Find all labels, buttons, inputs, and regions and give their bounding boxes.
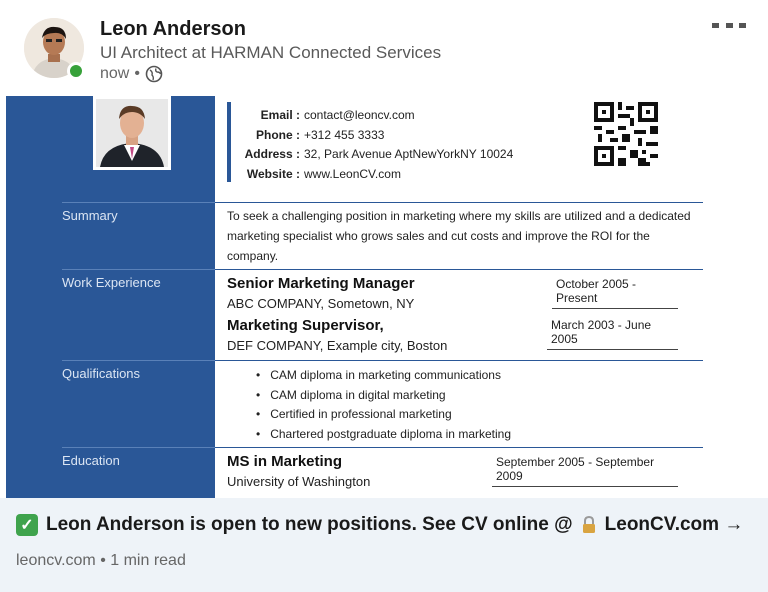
contact-accent-bar xyxy=(227,102,231,182)
section-divider xyxy=(215,202,703,203)
more-dot xyxy=(739,23,746,28)
qualification-item: • Chartered postgraduate diploma in marketing xyxy=(256,425,511,445)
contact-row-website xyxy=(232,165,513,185)
section-label-qualifications: Qualifications xyxy=(62,366,141,381)
job-title: Marketing Supervisor, xyxy=(227,317,384,334)
sidebar-divider xyxy=(62,360,215,361)
cv-photo xyxy=(93,96,171,170)
qualification-item: • CAM diploma in digital marketing xyxy=(256,386,511,406)
globe-icon xyxy=(145,65,163,83)
more-dot xyxy=(712,23,719,28)
section-label-work: Work Experience xyxy=(62,275,161,290)
qr-code-icon xyxy=(594,102,658,166)
link-site-label: LeonCV.com → xyxy=(604,514,744,535)
job-dates: October 2005 - Present xyxy=(552,277,678,309)
qualifications-list xyxy=(256,366,511,444)
post-meta xyxy=(100,65,163,83)
contact-row-email xyxy=(232,106,513,126)
contact-value: 32, Park Avenue AptNewYorkNY 10024 xyxy=(304,147,514,161)
sidebar-divider xyxy=(62,269,215,270)
cv-image[interactable] xyxy=(6,96,762,498)
sidebar-divider xyxy=(62,202,215,203)
author-name[interactable]: Leon Anderson xyxy=(100,18,246,40)
job-dates: March 2003 - June 2005 xyxy=(547,318,678,350)
lock-icon xyxy=(581,516,597,534)
link-meta xyxy=(16,552,186,570)
section-label-education: Education xyxy=(62,453,120,468)
more-options-button[interactable] xyxy=(712,16,746,34)
contact-label: Website : xyxy=(246,166,300,181)
link-title[interactable] xyxy=(16,514,743,536)
contact-row-address xyxy=(232,145,513,165)
meta-separator: • xyxy=(100,552,106,569)
contact-label: Phone : xyxy=(256,127,300,142)
contact-label: Email : xyxy=(260,108,300,122)
check-mark-icon: ✓ xyxy=(16,514,38,536)
contact-value: +312 455 3333 xyxy=(304,127,385,142)
image-fade xyxy=(215,490,762,498)
meta-separator: • xyxy=(134,65,140,82)
job-org: DEF COMPANY, Example city, Boston xyxy=(227,338,448,353)
degree-dates: September 2005 - September 2009 xyxy=(492,455,678,487)
job-org: ABC COMPANY, Sometown, NY xyxy=(227,296,415,311)
degree-org: University of Washington xyxy=(227,474,371,489)
link-domain: leoncv.com xyxy=(16,552,96,569)
more-dot xyxy=(726,23,733,28)
author-headline: UI Architect at HARMAN Connected Services xyxy=(100,43,442,62)
contact-label: Address : xyxy=(244,147,300,161)
link-title-text: Leon Anderson is open to new positions. See CV online @ xyxy=(46,514,573,535)
contact-row-phone xyxy=(232,126,513,146)
contact-value: contact@leoncv.com xyxy=(304,108,415,122)
link-preview-card[interactable] xyxy=(0,498,768,592)
section-divider xyxy=(215,269,703,270)
online-status-dot xyxy=(67,62,85,80)
contact-value: www.LeonCV.com xyxy=(304,166,401,181)
section-divider xyxy=(215,360,703,361)
summary-text: To seek a challenging position in marketing where my skills are utilized and a dedicated marketing specialist who grows sales and cut costs and improve the ROI for the company. xyxy=(227,209,691,263)
qualification-item: • Certified in professional marketing xyxy=(256,405,511,425)
post-time: now xyxy=(100,65,130,82)
section-divider xyxy=(215,447,703,448)
qualification-item: • CAM diploma in marketing communications xyxy=(256,366,511,386)
job-title: Senior Marketing Manager xyxy=(227,275,415,292)
link-read-time: 1 min read xyxy=(110,552,186,569)
degree-title: MS in Marketing xyxy=(227,453,343,470)
section-label-summary: Summary xyxy=(62,208,118,223)
sidebar-divider xyxy=(62,447,215,448)
cv-contact-block xyxy=(232,106,513,184)
